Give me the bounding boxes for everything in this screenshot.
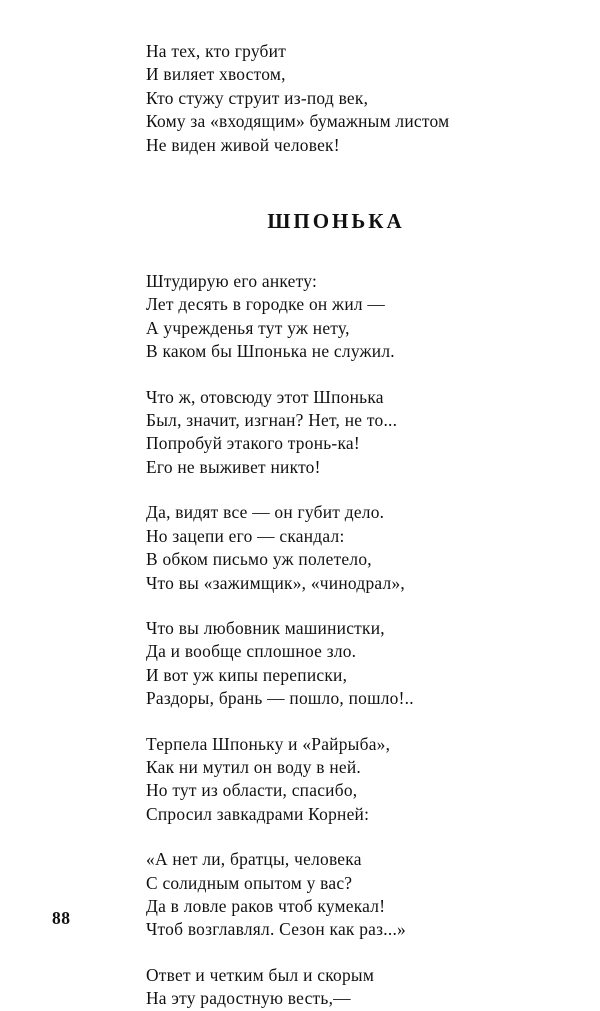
verse-line: Чтоб возглавлял. Сезон как раз...»: [146, 919, 406, 940]
poem-title: ШПОНЬКА: [267, 209, 405, 234]
verse-line: В обком письмо уж полетело,: [146, 549, 372, 570]
verse-line: Попробуй этакого тронь-ка!: [146, 433, 360, 454]
page-number: 88: [52, 908, 71, 928]
verse-line: Как ни мутил он воду в ней.: [146, 756, 361, 777]
verse-line: В каком бы Шпонька не служил.: [146, 341, 395, 362]
verse-line: И виляет хвостом,: [146, 64, 286, 85]
poem-stanza-5: [146, 733, 566, 827]
verse-line: С солидным опытом у вас?: [146, 872, 353, 893]
verse-line: Раздоры, брань — пошло, пошло!..: [146, 688, 414, 709]
verse-line: На эту радостную весть,—: [146, 988, 351, 1009]
verse-line: Кто стужу струит из-под век,: [146, 87, 369, 108]
poem-stanza-6: [146, 848, 566, 942]
verse-line: Не виден живой человек!: [146, 134, 340, 155]
poem-stanza-3: [146, 501, 566, 595]
verse-line: Что ж, отовсюду этот Шпонька: [146, 386, 384, 407]
poem-stanza-1: [146, 270, 566, 364]
verse-line: Его не выживет никто!: [146, 456, 321, 477]
verse-line: Что вы «зажимщик», «чинодрал»,: [146, 572, 405, 593]
verse-line: Кому за «входящим» бумажным листом: [146, 111, 450, 132]
verse-line: Что вы любовник машинистки,: [146, 617, 385, 638]
verse-line: На тех, кто грубит: [146, 41, 287, 61]
verse-line: Лет десять в городке он жил —: [146, 294, 386, 315]
poem-stanza-7: [146, 964, 566, 1011]
verse-line: Ответ и четким был и скорым: [146, 964, 375, 985]
poem-stanza-4: [146, 617, 566, 711]
verse-line: Терпела Шпоньку и «Райрыба»,: [146, 733, 391, 754]
verse-line: «А нет ли, братцы, человека: [146, 849, 362, 870]
verse-line: Но тут из области, спасибо,: [146, 780, 358, 801]
verse-line: Штудирую его анкету:: [146, 271, 318, 292]
poem-stanza-2: [146, 386, 566, 480]
verse-line: А учрежденья тут уж нету,: [146, 317, 350, 338]
verse-line: Был, значит, изгнан? Нет, не то...: [146, 410, 398, 431]
previous-poem-tail-stanza: [146, 40, 566, 157]
verse-line: Да в ловле раков чтоб кумекал!: [146, 895, 386, 916]
verse-line: Да, видят все — он губит дело.: [146, 502, 385, 523]
verse-line: И вот уж кипы переписки,: [146, 664, 348, 685]
verse-line: Спросил завкадрами Корней:: [146, 803, 370, 824]
verse-line: Но зацепи его — скандал:: [146, 525, 345, 546]
verse-line: Да и вообще сплошное зло.: [146, 641, 357, 662]
poem-text-column: [146, 40, 566, 1011]
